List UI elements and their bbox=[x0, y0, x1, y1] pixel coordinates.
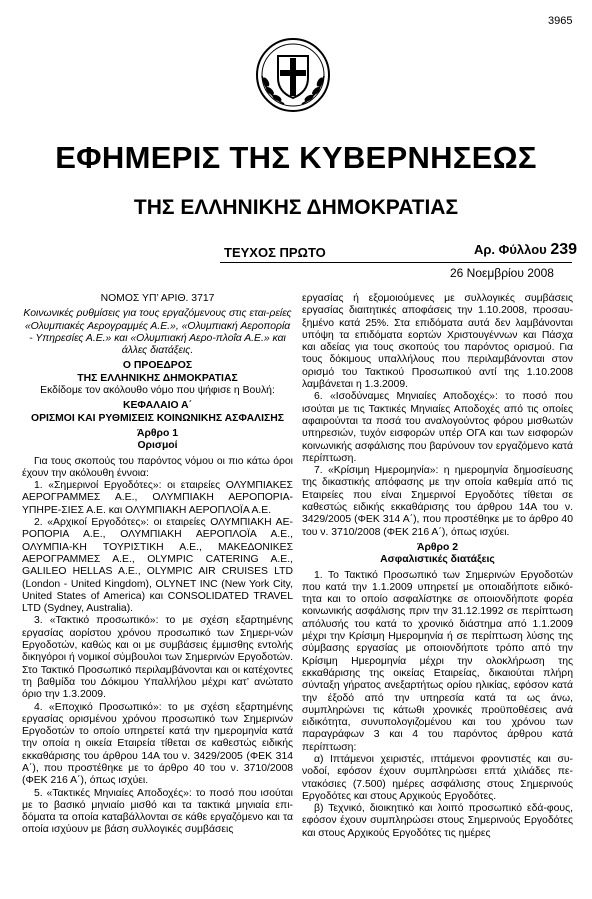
chapter-heading: ΚΕΦΑΛΑΙΟ Α΄ bbox=[122, 400, 193, 412]
page-number: 3965 bbox=[548, 15, 573, 27]
sheet-number bbox=[474, 241, 577, 259]
sheet-number-value: 239 bbox=[550, 241, 578, 258]
article-2-title: Ασφαλιστικές διατάξεις bbox=[380, 554, 495, 566]
president-heading: Ο ΠΡΟΕΔΡΟΣ bbox=[122, 360, 193, 372]
paragraph: 5. «Τακτικές Μηνιαίες Αποδοχές»: το ποσό που ισούται με το βασικό μηνιαίο μισθό και τα τακτικά μηνιαία επι-δόματα τα οποία καταβάλλονται σε κάθε εργαζόμενο και τα οποία ισχύουν με βάση συλλογικές συμβάσεις bbox=[22, 787, 293, 836]
paragraph: Για τους σκοπούς του παρόντος νόμου οι πιο κάτω όροι έχουν την ακόλουθη έννοια: bbox=[22, 455, 293, 479]
right-column bbox=[302, 293, 573, 840]
paragraph: εργασίας ή εξομοιούμενες με συλλογικές συμβάσεις εργασίας διαιτητικές αποφάσεις την 1.10.2008, προσαυ-ξημένο κατά 25%. Στα επιδόματα αυτά δεν λαμβάνονται υπόψη τα επιδόματα εορτών Χριστουγέννων και Πάσχα και αδείας για τους σκοπούς του παρόντος ορισμού. Για τους δόκιμους υπαλλήλους που περιλαμβάνονται στον ορισμό του Τακτικού Προσωπικού αντί της 1.10.2008 λαμβάνεται η 1.3.2009. bbox=[302, 293, 573, 391]
masthead-subtitle: ΤΗΣ ΕΛΛΗΝΙΚΗΣ ΔΗΜΟΚΡΑΤΙΑΣ bbox=[133, 196, 459, 219]
left-column bbox=[22, 293, 293, 837]
article-1-heading: Άρθρο 1 bbox=[137, 427, 178, 439]
paragraph: 3. «Τακτικό προσωπικό»: το με σχέση εξαρτημένης εργασίας αορίστου χρόνου προσωπικό των Σημερι-νών Εργοδοτών, καθώς και οι με συμβάσεις έμμισθης εντολής δικηγόροι ή νομικοί σύμβουλοι των Σημερινών Εργοδοτών. Στο Τακτικό Προσωπικό περιλαμβάνονται και οι κατέχοντες τη βαθμίδα του Δόκιμου Υπαλλήλου μέχρι κατ’ ανώτατο όριο την 1.3.2009. bbox=[22, 615, 293, 701]
enactment-clause: Εκδίδομε τον ακόλουθο νόμο που ψήφισε η Βουλή: bbox=[40, 385, 275, 397]
sheet-label: Αρ. Φύλλου bbox=[474, 242, 547, 257]
greek-coat-of-arms-icon bbox=[254, 36, 332, 114]
paragraph: 1. «Σημερινοί Εργοδότες»: οι εταιρείες ΟΛΥΜΠΙΑΚΕΣ ΑΕΡΟΓΡΑΜΜΕΣ Α.Ε., ΟΛΥΜΠΙΑΚΗ ΑΕΡΟΠΟΡΙΑ-ΥΠΗΡΕ-ΣΙΕΣ Α.Ε. και ΟΛΥΜΠΙΑΚΗ ΑΕΡΟΠΛΟΪΑ Α.Ε. bbox=[22, 480, 293, 516]
masthead-title: ΕΦΗΜΕΡΙΣ ΤΗΣ ΚΥΒΕΡΝΗΣΕΩΣ bbox=[55, 140, 537, 175]
paragraph: 1. Το Τακτικό Προσωπικό των Σημερινών Εργοδοτών που κατά την 1.1.2009 υπηρετεί με οποιαδήποτε ειδικό-τητα και το οποίο ασφαλίστηκε σε οποιονδήποτε φορέα κοινωνικής ασφάλισης πριν την 31.12.1992 σε περίπτωση απόλυσής του κατά το χρονικό διάστημα από 1.1.2009 μέχρι την Κρίσιμη Ημερομηνία ή σε περίπτωση λύσης της σύμβασης εργασίας με οποιονδήποτε τρόπο από την Κρίσιμη Ημερομηνία μέχρι την ολοκλήρωση της εκκαθάρισης της οικείας Εταιρείας, δικαιούται πλήρη σύνταξη γήρατος ανεξαρτήτως ορίου ηλικίας, εφόσον κατά την έξοδό από την υπηρεσία κατά τα ως άνω, συμπληρώνει τις κάτωθι χρονικές προϋποθέσεις ανά ειδικότητα, συνυπολογιζομένου και του χρόνου των παραγράφων 3 και 4 του παρόντος άρθρου κατά περίπτωση: bbox=[302, 569, 573, 753]
article-2-heading: Άρθρο 2 bbox=[417, 541, 458, 553]
law-subject: Κοινωνικές ρυθμίσεις για τους εργαζόμενους στις εται-ρείες «Ολυμπιακές Αερογραμμές Α.Ε.», «Ολυμπιακή Αεροπορία - Υπηρεσίες Α.Ε.» και «Ολυμπιακή Αερο-πλοΐα Α.Ε.» και άλλες διατάξεις. bbox=[23, 308, 292, 357]
header-rule bbox=[220, 262, 572, 263]
paragraph: α) Ιπτάμενοι χειριστές, ιπτάμενοι φροντιστές και συ-νοδοί, εφόσον έχουν συμπληρώσει επτά χιλιάδες πε-ντακόσιες (7.500) ημέρες ασφάλισης στους Σημερινούς Εργοδότες και στους Αρχικούς Εργοδότες. bbox=[302, 753, 573, 802]
law-number: ΝΟΜΟΣ ΥΠ’ ΑΡΙΘ. 3717 bbox=[100, 293, 215, 304]
chapter-title: ΟΡΙΣΜΟΙ ΚΑΙ ΡΥΘΜΙΣΕΙΣ ΚΟΙΝΩΝΙΚΗΣ ΑΣΦΑΛΙΣΗΣ bbox=[31, 412, 284, 424]
paragraph: β) Τεχνικό, διοικητικό και λοιπό προσωπικό εδά-φους, εφόσον έχουν συμπληρώσει στους Σημερινούς Εργοδότες και στους Αρχικούς Εργοδότες τις ημέρες bbox=[302, 803, 573, 839]
paragraph: 2. «Αρχικοί Εργοδότες»: οι εταιρείες ΟΛΥΜΠΙΑΚΗ ΑΕ-ΡΟΠΟΡΙΑ Α.Ε., ΟΛΥΜΠΙΑΚΗ ΑΕΡΟΠΛΟΪΑ Α.Ε., ΟΛΥΜΠΙΑ-ΚΗ ΤΟΥΡΙΣΤΙΚΗ Α.Ε., ΜΑΚΕΔΟΝΙΚΕΣ ΑΕΡΟΓΡΑΜΜΕΣ Α.Ε., OLYMPIC CATERING A.E., GALILEO HELLAS A.E., OLYMPIC AIR CRUISES LTD (London - United Kingdom), OLYNET INC (New York City, United States of America) και CONSOLIDATED TRAVEL LTD (Sydney, Australia). bbox=[22, 517, 293, 615]
issue-date: 26 Νοεμβρίου 2008 bbox=[450, 266, 554, 280]
paragraph: 6. «Ισοδύναμες Μηνιαίες Αποδοχές»: το ποσό που ισούται με τις Τακτικές Μηνιαίες Αποδοχές από τις οποίες αφαιρούνται τα ποσά του αναλογούντος φόρου μισθωτών υπηρεσιών, τυχόν εισφορών υπέρ ΟΓΑ και των εισφορών κοινωνικής ασφάλισης που βαρύνουν τον εργαζόμενο κατά περίπτωση. bbox=[302, 391, 573, 464]
issue-series: ΤΕΥΧΟΣ ΠΡΩΤΟ bbox=[224, 245, 326, 260]
paragraph: 7. «Κρίσιμη Ημερομηνία»: η ημερομηνία δημοσίευσης της δικαστικής απόφασης με την οποία καθεμία από τις Εταιρείες που είναι Σημερινοί Εργοδότες τίθεται σε καθεστώς ειδικής εκκαθάρισης του άρθρου 14Α του ν. 3429/2005 (ΦΕΚ 314 Α΄), που προστέθηκε με το άρθρο 40 του ν. 3710/2008 (ΦΕΚ 216 Α΄), όπως ισχύει. bbox=[302, 465, 573, 538]
paragraph: 4. «Εποχικό Προσωπικό»: το με σχέση εξαρτημένης εργασίας ορισμένου χρόνου προσωπικό των Σημερινών Εργοδοτών το οποίο υπηρετεί κατά την ημερομηνία κατά την οποία η οικεία Εταιρεία τίθεται σε καθεστώς ειδικής εκκαθάρισης του άρθρου 14Α του ν. 3429/2005 (ΦΕΚ 314 Α΄), που προστέθηκε με το άρθρο 40 του ν. 3710/2008 (ΦΕΚ 216 Α΄), όπως ισχύει. bbox=[22, 701, 293, 787]
article-1-title: Ορισμοί bbox=[137, 440, 178, 452]
republic-heading: ΤΗΣ ΕΛΛΗΝΙΚΗΣ ΔΗΜΟΚΡΑΤΙΑΣ bbox=[77, 372, 238, 384]
